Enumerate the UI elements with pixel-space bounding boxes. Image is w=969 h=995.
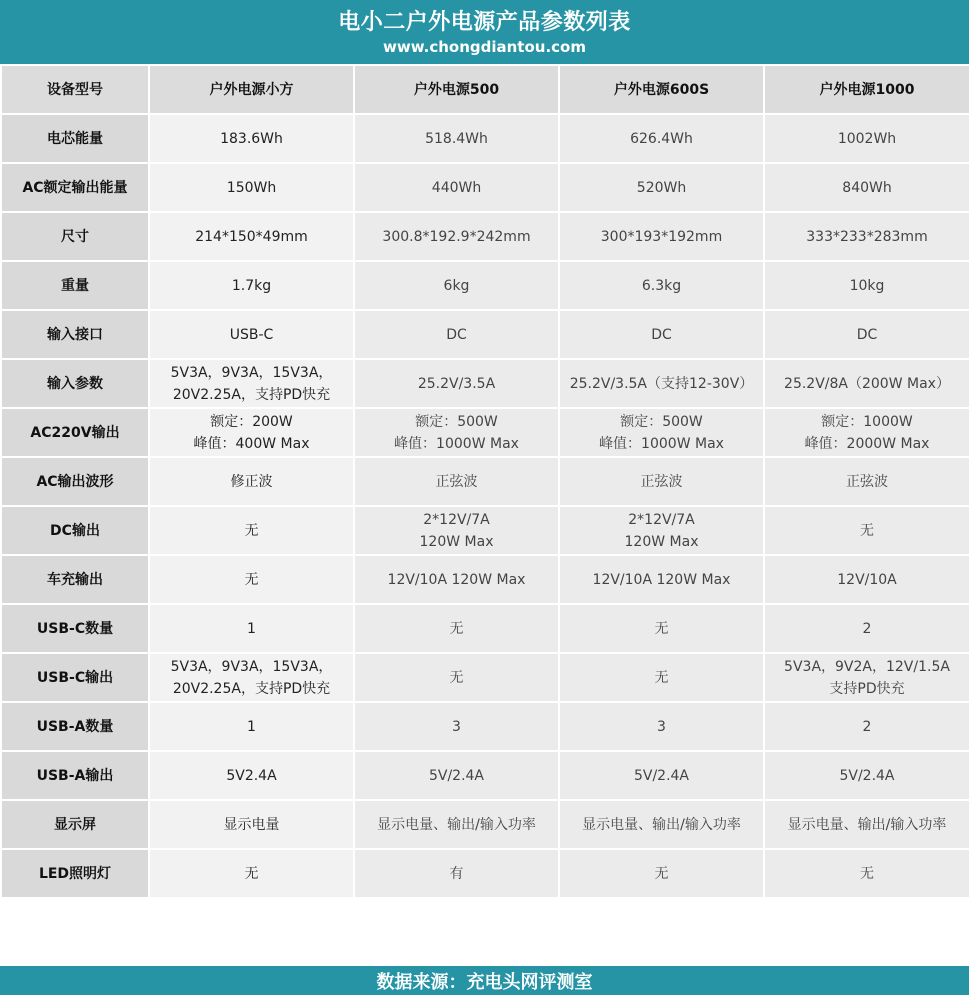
table-cell: [149, 261, 354, 310]
table-cell: [354, 212, 559, 261]
data-source-text: 数据来源：充电头网评测室: [376, 971, 593, 993]
table-cell: [764, 800, 969, 849]
cell-text: 183.6Wh: [220, 130, 283, 147]
table-row: [1, 212, 969, 261]
table-cell: [559, 457, 764, 506]
table-cell: [559, 114, 764, 163]
table-row: [1, 310, 969, 359]
cell-text: 120W Max: [624, 533, 699, 550]
cell-text: 正弦波: [640, 473, 683, 490]
cell-text: 25.2V/3.5A: [417, 375, 496, 392]
table-cell: [149, 506, 354, 555]
cell-text: 440Wh: [431, 179, 482, 196]
row-label: AC220V输出: [1, 408, 149, 457]
cell-text: 5V3A，9V2A，12V/1.5A: [784, 658, 950, 675]
table-cell: [354, 163, 559, 212]
table-cell: [764, 212, 969, 261]
table-cell: [354, 408, 559, 457]
cell-text: 支持PD快充: [829, 680, 905, 697]
row-label: DC输出: [1, 506, 149, 555]
cell-text: 5V3A，9V3A，15V3A，: [170, 658, 333, 675]
table-cell: [559, 408, 764, 457]
cell-text: 25.2V/3.5A（支持12-30V）: [569, 375, 754, 392]
table-row: [1, 604, 969, 653]
cell-text: 1.7kg: [231, 277, 272, 294]
cell-text: 5V/2.4A: [428, 767, 485, 784]
table-cell: [764, 114, 969, 163]
cell-text: 无: [244, 865, 259, 882]
cell-text: 峰值：1000W Max: [394, 435, 519, 452]
cell-text: 无: [860, 522, 874, 539]
table-row: [1, 800, 969, 849]
row-label: AC输出波形: [1, 457, 149, 506]
row-label: LED照明灯: [1, 849, 149, 898]
cell-text: 额定：200W: [210, 413, 293, 430]
table-cell: [354, 555, 559, 604]
cell-text: DC: [446, 326, 467, 343]
row-label: USB-A数量: [1, 702, 149, 751]
row-label: USB-C输出: [1, 653, 149, 702]
cell-text: 25.2V/8A（200W Max）: [784, 375, 950, 392]
cell-text: 5V/2.4A: [839, 767, 895, 784]
cell-text: 840Wh: [842, 179, 892, 196]
cell-text: 修正波: [230, 473, 273, 490]
table-cell: [149, 604, 354, 653]
cell-text: 1: [247, 718, 256, 735]
table-cell: [559, 604, 764, 653]
table-row: [1, 751, 969, 800]
cell-text: 12V/10A 120W Max: [592, 571, 731, 588]
table-cell: [559, 555, 764, 604]
table-cell: [559, 163, 764, 212]
cell-text: 2*12V/7A: [628, 511, 695, 528]
table-cell: [149, 702, 354, 751]
cell-text: 333*233*283mm: [806, 228, 928, 245]
cell-text: 峰值：1000W Max: [599, 435, 724, 452]
cell-text: 显示电量、输出/输入功率: [787, 816, 947, 833]
table-cell: [149, 359, 354, 408]
column-header-product: 户外电源1000: [764, 65, 969, 114]
cell-text: 150Wh: [226, 179, 277, 196]
cell-text: 2: [862, 718, 872, 735]
cell-text: 20V2.25A，支持PD快充: [172, 680, 331, 697]
cell-text: 1002Wh: [837, 130, 897, 147]
cell-text: 无: [244, 571, 259, 588]
table-cell: [764, 359, 969, 408]
row-label: 重量: [1, 261, 149, 310]
cell-text: 无: [449, 669, 464, 686]
table-cell: [149, 555, 354, 604]
table-row: [1, 114, 969, 163]
table-cell: [559, 359, 764, 408]
cell-text: 无: [244, 522, 259, 539]
table-cell: [149, 800, 354, 849]
cell-text: 峰值：400W Max: [193, 435, 310, 452]
header-banner: [0, 0, 969, 64]
table-cell: [149, 114, 354, 163]
cell-text: 120W Max: [419, 533, 494, 550]
column-header-model: 设备型号: [1, 65, 149, 114]
cell-text: 无: [654, 865, 669, 882]
table-cell: [149, 212, 354, 261]
cell-text: 无: [654, 669, 669, 686]
cell-text: 5V3A，9V3A，15V3A，: [170, 364, 333, 381]
table-cell: [149, 751, 354, 800]
page-title: 电小二户外电源产品参数列表: [338, 10, 631, 35]
table-cell: [354, 751, 559, 800]
table-cell: [764, 163, 969, 212]
table-cell: [764, 653, 969, 702]
table-row: [1, 849, 969, 898]
cell-text: 10kg: [849, 277, 885, 294]
cell-text: 5V/2.4A: [633, 767, 690, 784]
table-row: [1, 359, 969, 408]
cell-text: DC: [856, 326, 878, 343]
cell-text: DC: [651, 326, 672, 343]
row-label: 输入接口: [1, 310, 149, 359]
cell-text: 20V2.25A，支持PD快充: [172, 386, 331, 403]
table-cell: [354, 359, 559, 408]
footer-banner: [0, 966, 969, 995]
row-label: 输入参数: [1, 359, 149, 408]
table-cell: [559, 212, 764, 261]
spec-table: [0, 64, 969, 899]
table-cell: [764, 261, 969, 310]
row-label: USB-C数量: [1, 604, 149, 653]
table-cell: [764, 702, 969, 751]
row-label: 显示屏: [1, 800, 149, 849]
table-cell: [559, 506, 764, 555]
table-cell: [764, 310, 969, 359]
table-row: [1, 163, 969, 212]
row-label: 电芯能量: [1, 114, 149, 163]
table-header-row: [1, 65, 969, 114]
table-row: [1, 457, 969, 506]
table-cell: [354, 506, 559, 555]
table-cell: [764, 457, 969, 506]
cell-text: 2: [862, 620, 872, 637]
cell-text: 无: [654, 620, 669, 637]
cell-text: 正弦波: [435, 473, 478, 490]
table-cell: [149, 408, 354, 457]
table-cell: [559, 702, 764, 751]
table-cell: [559, 653, 764, 702]
column-header-product: 户外电源小方: [149, 65, 354, 114]
cell-text: 显示电量、输出/输入功率: [582, 816, 741, 833]
table-cell: [354, 800, 559, 849]
table-cell: [764, 408, 969, 457]
table-cell: [764, 604, 969, 653]
cell-text: 6kg: [443, 277, 470, 294]
cell-text: 300.8*192.9*242mm: [382, 228, 531, 245]
table-row: [1, 555, 969, 604]
table-cell: [354, 114, 559, 163]
cell-text: 520Wh: [636, 179, 687, 196]
table-row: [1, 702, 969, 751]
table-cell: [149, 163, 354, 212]
cell-text: 显示电量、输出/输入功率: [377, 816, 536, 833]
cell-text: 6.3kg: [641, 277, 682, 294]
table-cell: [354, 653, 559, 702]
table-cell: [559, 310, 764, 359]
column-header-product: 户外电源500: [354, 65, 559, 114]
table-cell: [764, 849, 969, 898]
cell-text: 额定：500W: [620, 413, 703, 430]
table-cell: [149, 849, 354, 898]
cell-text: 3: [452, 718, 461, 735]
row-label: USB-A输出: [1, 751, 149, 800]
cell-text: 5V2.4A: [226, 767, 277, 784]
table-cell: [764, 555, 969, 604]
table-cell: [354, 457, 559, 506]
cell-text: 正弦波: [846, 473, 888, 490]
cell-text: 214*150*49mm: [195, 228, 308, 245]
table-row: [1, 408, 969, 457]
cell-text: 12V/10A: [837, 571, 897, 588]
cell-text: 626.4Wh: [630, 130, 693, 147]
cell-text: 额定：1000W: [821, 413, 913, 430]
table-cell: [764, 506, 969, 555]
table-cell: [354, 849, 559, 898]
cell-text: 1: [247, 620, 256, 637]
cell-text: 峰值：2000W Max: [804, 435, 930, 452]
cell-text: 2*12V/7A: [423, 511, 490, 528]
cell-text: 显示电量: [223, 816, 280, 833]
cell-text: USB-C: [229, 326, 274, 343]
table-row: [1, 653, 969, 702]
site-url: www.chongdiantou.com: [383, 38, 586, 56]
cell-text: 518.4Wh: [425, 130, 488, 147]
table-cell: [354, 261, 559, 310]
table-cell: [559, 849, 764, 898]
row-label: 尺寸: [1, 212, 149, 261]
table-cell: [149, 310, 354, 359]
table-row: [1, 506, 969, 555]
table-cell: [764, 751, 969, 800]
cell-text: 无: [449, 620, 464, 637]
cell-text: 额定：500W: [415, 413, 498, 430]
table-cell: [559, 800, 764, 849]
table-cell: [354, 702, 559, 751]
column-header-product: 户外电源600S: [559, 65, 764, 114]
table-cell: [149, 653, 354, 702]
table-cell: [149, 457, 354, 506]
table-cell: [354, 604, 559, 653]
row-label: AC额定输出能量: [1, 163, 149, 212]
cell-text: 12V/10A 120W Max: [387, 571, 526, 588]
table-row: [1, 261, 969, 310]
cell-text: 3: [657, 718, 666, 735]
table-cell: [559, 751, 764, 800]
table-cell: [354, 310, 559, 359]
cell-text: 有: [449, 865, 464, 882]
cell-text: 300*193*192mm: [600, 228, 723, 245]
cell-text: 无: [860, 865, 874, 882]
table-cell: [559, 261, 764, 310]
row-label: 车充输出: [1, 555, 149, 604]
